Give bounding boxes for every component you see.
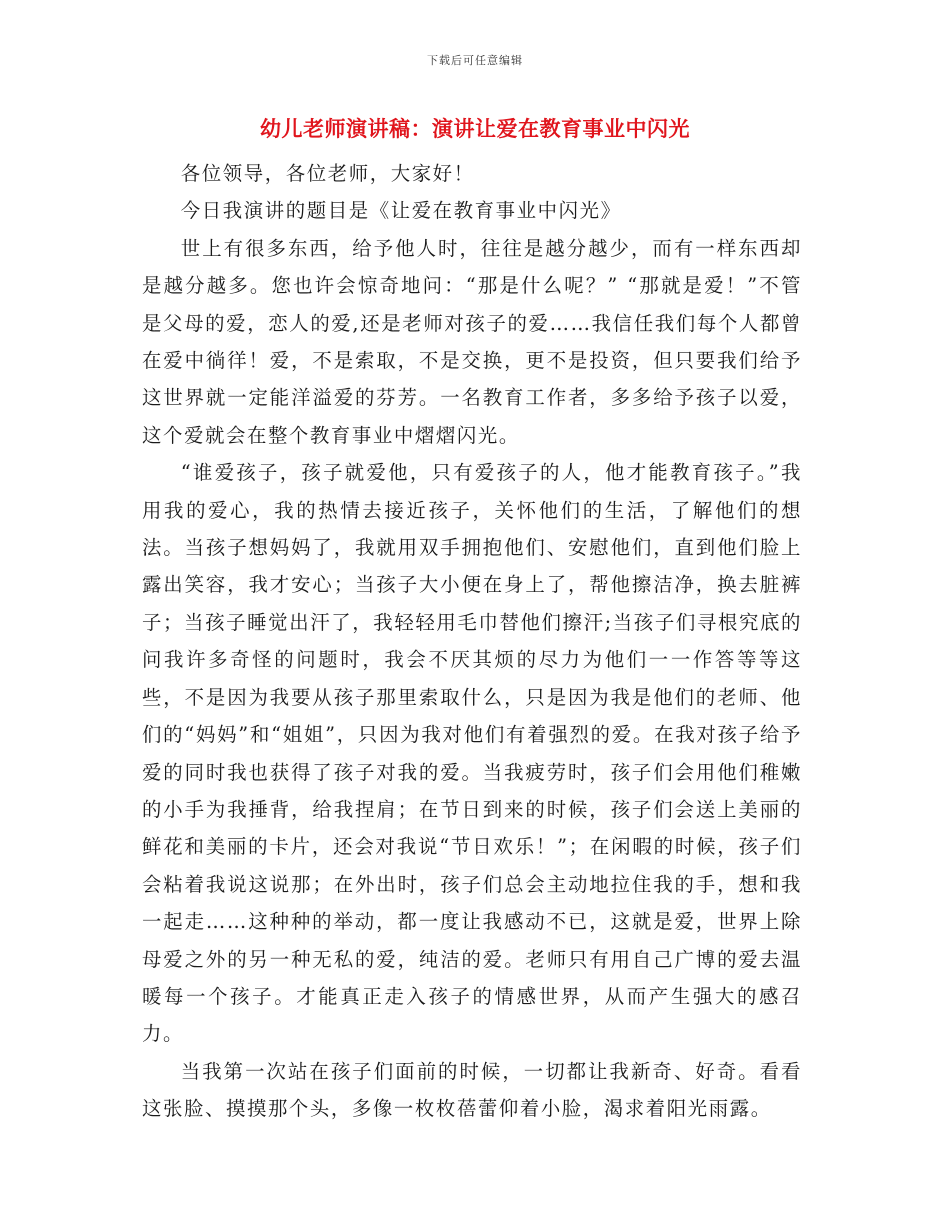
document-title: 幼儿老师演讲稿：演讲让爱在教育事业中闪光 (260, 117, 690, 141)
paragraph-love-children: “谁爱孩子，孩子就爱他，只有爱孩子的人，他才能教育孩子。”我用我的爱心，我的热情去接近孩子，关怀他们的生活，了解他们的想法。当孩子想妈妈了，我就用双手拥抱他们、安慰他们，直到他们脸上露出笑容，我才安心；当孩子大小便在身上了，帮他擦洁净，换去脏裤子；当孩子睡觉出汗了，我轻轻用毛巾替他们擦汗;当孩子们寻根究底的问我许多奇怪的问题时，我会不厌其烦的尽力为他们一一作答等等这些，不是因为我要从孩子那里索取什么，只是因为我是他们的老师、他们的“妈妈”和“姐姐”，只因为我对他们有着强烈的爱。在我对孩子给予爱的同时我也获得了孩子对我的爱。当我疲劳时，孩子们会用他们稚嫩的小手为我捶背，给我捏肩；在节日到来的时候，孩子们会送上美丽的鲜花和美丽的卡片，还会对我说“节日欢乐！”；在闲暇的时候，孩子们会粘着我说这说那；在外出时，孩子们总会主动地拉住我的手，想和我一起走……这种种的举动，都一度让我感动不已，这就是爱，世界上除母爱之外的另一种无私的爱，纯洁的爱。老师只有用自己广博的爱去温暖每一个孩子。才能真正走入孩子的情感世界，从而产生强大的感召力。 (142, 461, 802, 1046)
paragraph-topic: 今日我演讲的题目是《让爱在教育事业中闪光》 (180, 199, 622, 223)
document-body (142, 155, 802, 1128)
paragraph-love-intro: 世上有很多东西，给予他人时，往往是越分越少，而有一样东西却是越分越多。您也许会惊奇地问：“那是什么呢？” “那就是爱！”不管是父母的爱，恋人的爱,还是老师对孩子的爱……我信任我们每个人都曾在爱中徜徉！爱，不是索取，不是交换，更不是投资，但只要我们给予这世界就一定能洋溢爱的芬芳。一名教育工作者，多多给予孩子以爱，这个爱就会在整个教育事业中熠熠闪光。 (142, 236, 802, 447)
paragraph-first-day: 当我第一次站在孩子们面前的时候，一切都让我新奇、好奇。看看这张脸、摸摸那个头，多像一枚枚蓓蕾仰着小脸，渴求着阳光雨露。 (142, 1059, 802, 1121)
paragraph-greeting: 各位领导，各位老师，大家好！ (180, 162, 475, 185)
header-note: 下载后可任意编辑 (427, 54, 523, 67)
